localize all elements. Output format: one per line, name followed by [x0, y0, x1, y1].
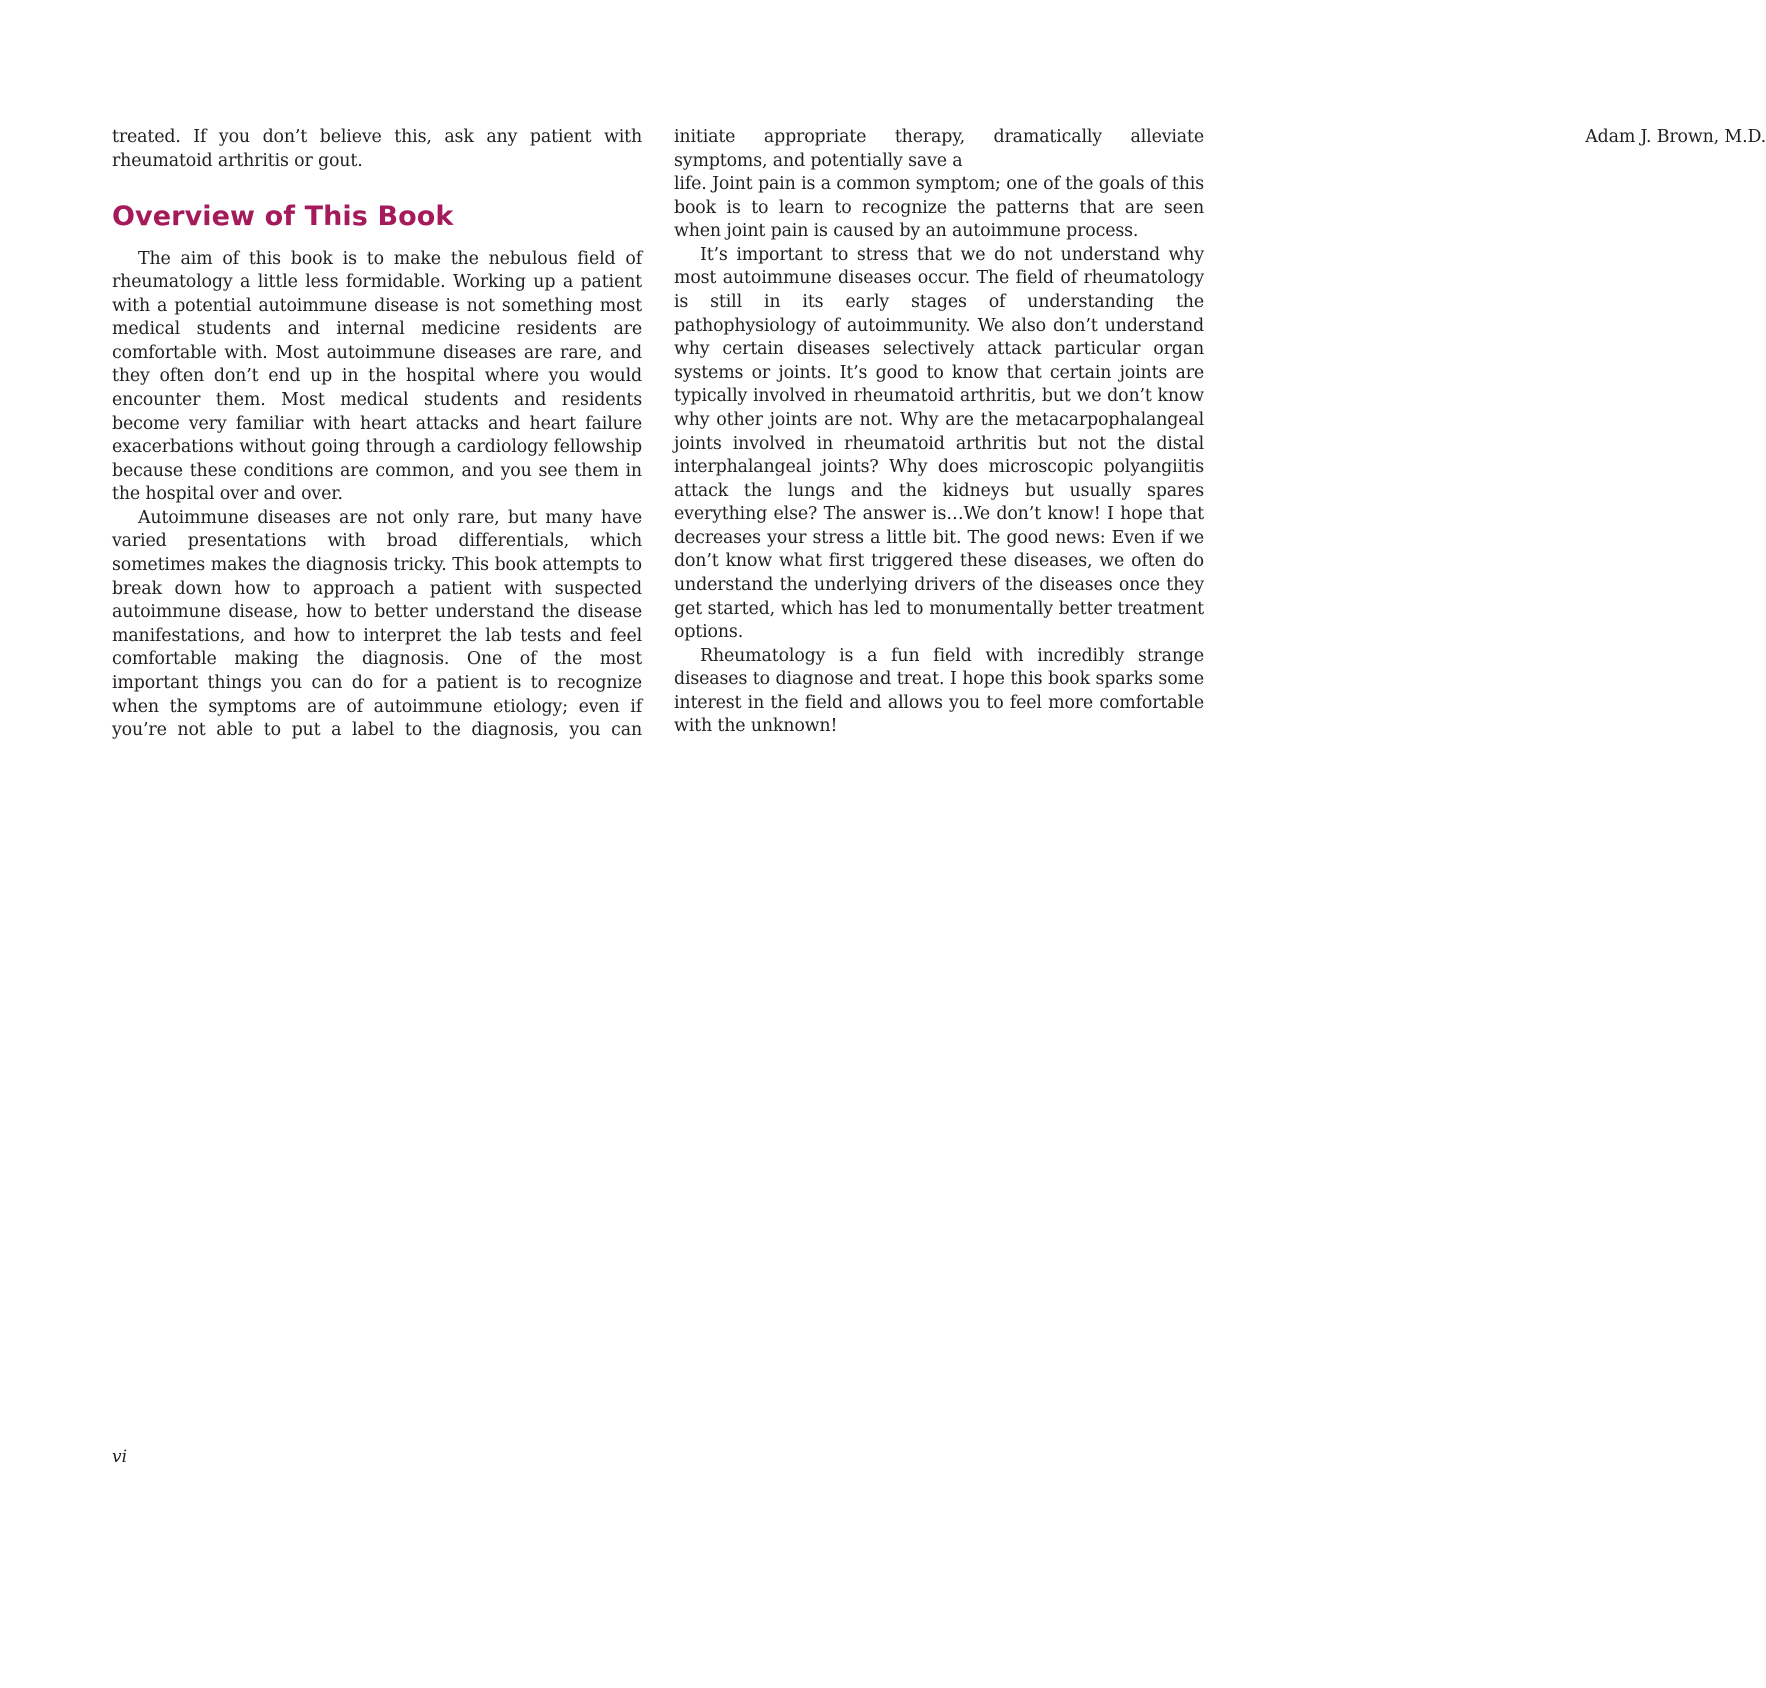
paragraph-aim-of-this-book: The aim of this book is to make the nebulous field of rheumatology a little less formidable. Working up a patient with a potential autoimmune disease is not something most medical students and internal medicine residents are comfortable with. Most autoimmune diseases are rare, and they often don’t end up in the hospital where you would encounter them. Most medical students and residents become very familiar with heart attacks and heart failure exacerbations without going through a cardiology fellowship because these conditions are common, and you see them in the hospital over and over.: [112, 248, 642, 505]
paragraph-rheumatology-fun-field: Rheumatology is a fun field with incredibly strange diseases to diagnose and treat. I hope this book sparks some interest in the field and allows you to feel more comfortable with the unknown!: [674, 645, 1204, 737]
paragraph-continued-from-previous-page: treated. If you don’t believe this, ask any patient with rheumatoid arthritis or gout.: [112, 127, 642, 171]
two-column-body: [112, 126, 1766, 786]
paragraph-joint-pain-continued: life. Joint pain is a common symptom; one of the goals of this book is to learn to recognize the patterns that are seen when joint pain is caused by an autoimmune process.: [674, 174, 1204, 242]
paragraph-autoimmune-diseases-rare: Autoimmune diseases are not only rare, but many have varied presentations with broad differentials, which sometimes makes the diagnosis tricky. This book attempts to break down how to approach a patient with suspected autoimmune disease, how to better understand the disease manifestations, and how to interpret the lab tests and feel comfortable making the diagnosis. One of the most important things you can do for a patient is to recognize when the symptoms are of autoimmune etiology; even if you’re not able to put a label to the diagnosis, you can initiate appropriate therapy, dramatically alleviate symptoms, and potentially save a: [112, 127, 1204, 741]
author-signature: Adam J. Brown, M.D.: [1585, 127, 1766, 147]
page-number: vi: [112, 1447, 128, 1467]
section-heading-overview-of-this-book: Overview of This Book: [112, 201, 454, 233]
paragraph-we-do-not-understand: It’s important to stress that we do not understand why most autoimmune diseases occur. The field of rheumatology is still in its early stages of understanding the pathophysiology of autoimmunity. We also don’t understand why certain diseases selectively attack particular organ systems or joints. It’s good to know that certain joints are typically involved in rheumatoid arthritis, but we don’t know why other joints are not. Why are the metacarpophalangeal joints involved in rheumatoid arthritis but not the distal interphalangeal joints? Why does microscopic polyangiitis attack the lungs and the kidneys but usually spares everything else? The answer is…We don’t know! I hope that decreases your stress a little bit. The good news: Even if we don’t know what first triggered these diseases, we often do understand the underlying drivers of the diseases once they get started, which has led to monumentally better treatment options.: [674, 244, 1204, 643]
